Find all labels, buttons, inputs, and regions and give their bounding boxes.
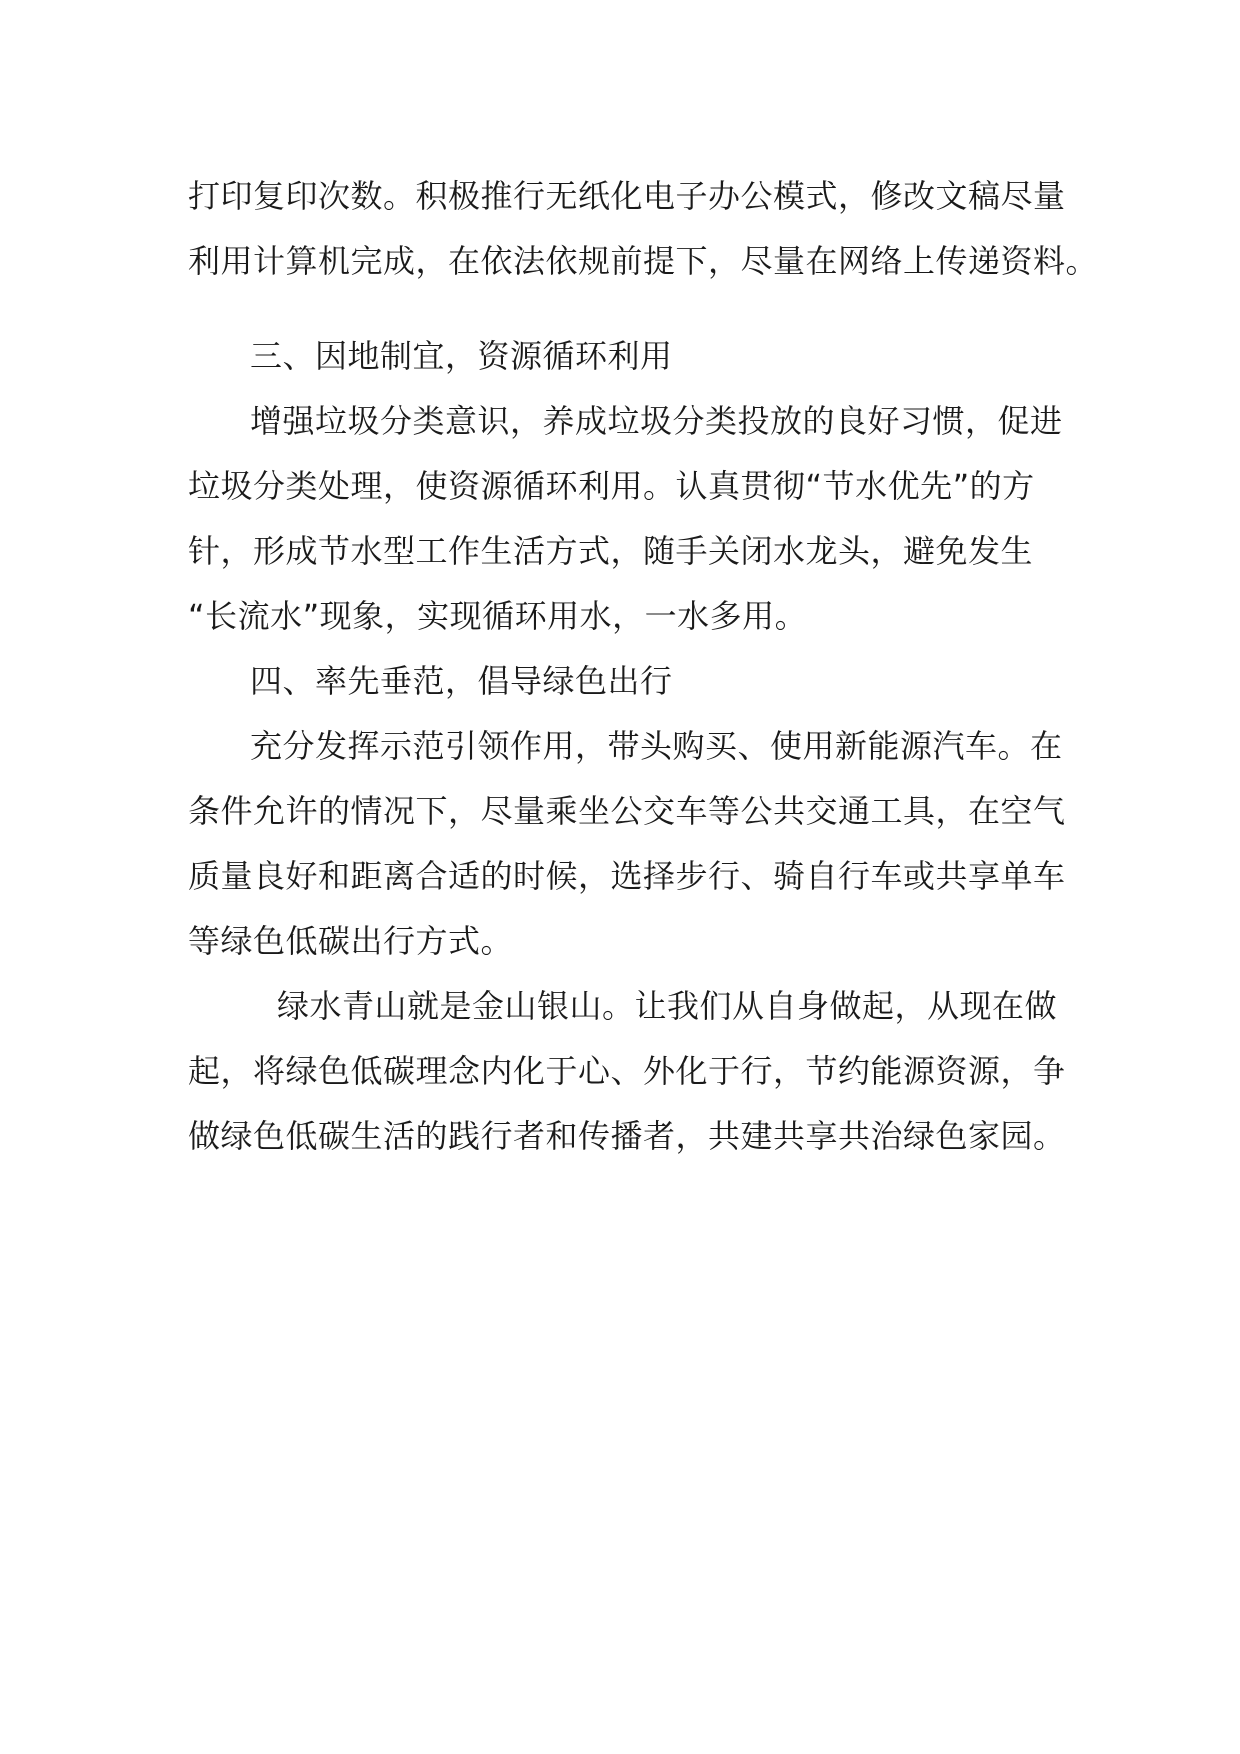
paragraph-line: 利用计算机完成，在依法依规前提下，尽量在网络上传递资料。 <box>188 242 1099 280</box>
paragraph-line: 打印复印次数。积极推行无纸化电子办公模式，修改文稿尽量 <box>188 177 1066 215</box>
paragraph-line: 等绿色低碳出行方式。 <box>188 922 514 960</box>
paragraph-line: 增强垃圾分类意识，养成垃圾分类投放的良好习惯，促进 <box>250 402 1063 440</box>
section-heading-4: 四、率先垂范，倡导绿色出行 <box>250 662 673 700</box>
paragraph-line: 针，形成节水型工作生活方式，随手关闭水龙头，避免发生 <box>188 532 1034 570</box>
section-heading-3: 三、因地制宜，资源循环利用 <box>250 337 673 375</box>
paragraph-line: “长流水”现象，实现循环用水，一水多用。 <box>188 597 808 635</box>
paragraph-line: 质量良好和距离合适的时候，选择步行、骑自行车或共享单车 <box>188 857 1066 895</box>
paragraph-line: 垃圾分类处理，使资源循环利用。认真贯彻“节水优先”的方 <box>188 467 1035 505</box>
closing-paragraph-line: 起，将绿色低碳理念内化于心、外化于行，节约能源资源，争 <box>188 1052 1066 1090</box>
closing-paragraph-line: 绿水青山就是金山银山。让我们从自身做起，从现在做 <box>277 987 1058 1025</box>
closing-paragraph-line: 做绿色低碳生活的践行者和传播者，共建共享共治绿色家园。 <box>188 1117 1066 1155</box>
paragraph-line: 充分发挥示范引领作用，带头购买、使用新能源汽车。在 <box>250 727 1063 765</box>
paragraph-line: 条件允许的情况下，尽量乘坐公交车等公共交通工具，在空气 <box>188 792 1066 830</box>
